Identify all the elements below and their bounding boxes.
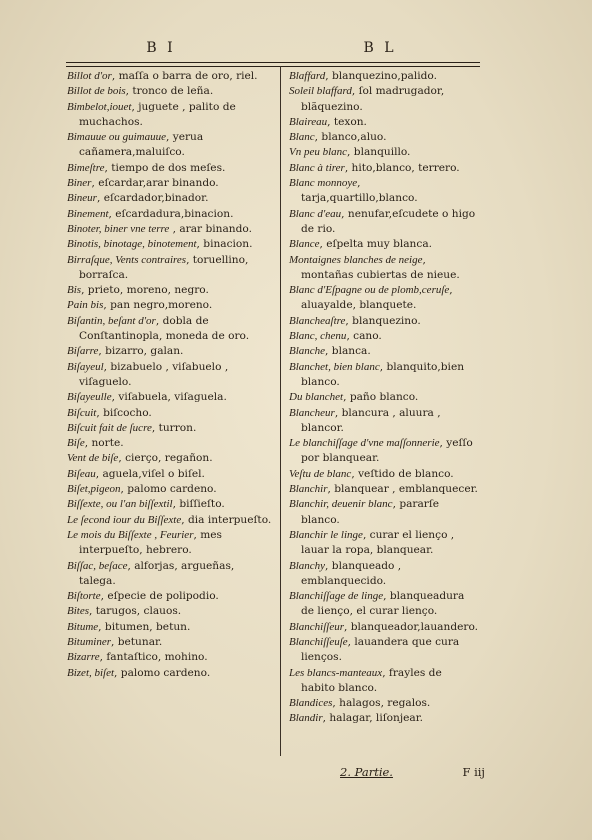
entry-definition: , aguela,viſel o biſel. — [95, 467, 205, 480]
entry-headword: Blanc à tirer — [289, 161, 345, 174]
dictionary-entry — [289, 711, 479, 726]
entry-definition: , yerua cañamera,maluiſco. — [79, 131, 204, 159]
entry-headword: Biſcuit — [67, 406, 97, 419]
entry-headword: Biſſac, beſace — [67, 559, 128, 572]
dictionary-entry — [289, 467, 479, 482]
entry-headword: Biſtorte — [67, 590, 101, 603]
entry-headword: Biſe — [67, 437, 85, 450]
entry-headword: Bis — [67, 284, 82, 297]
entry-definition: , turron. — [151, 421, 197, 434]
entry-headword: Biſarre — [67, 345, 99, 358]
dictionary-entry — [289, 360, 479, 391]
entry-definition: , prieto, moreno, negro. — [81, 284, 209, 297]
entry-definition: , tronco de leña. — [125, 85, 214, 98]
dictionary-entry — [67, 191, 273, 206]
entry-headword: Binotis, binotage, binotement — [67, 238, 197, 251]
entry-definition: , cano. — [346, 330, 382, 343]
dictionary-entry — [67, 513, 273, 528]
entry-headword: Blandir — [289, 712, 323, 725]
dictionary-entry — [289, 666, 479, 697]
dictionary-entry — [67, 314, 273, 345]
dictionary-entry — [289, 283, 479, 314]
entry-definition: , yeſſo por blanquear. — [301, 437, 473, 465]
entry-definition: , blanquear , emblanquecer. — [327, 483, 478, 496]
entry-definition: , blanquezino,palido. — [325, 70, 437, 82]
dictionary-entry — [289, 176, 479, 207]
entry-definition: , blancura , aluura , blancor. — [301, 406, 441, 434]
header-rule-thin — [66, 66, 480, 67]
column-divider — [280, 66, 281, 756]
entry-headword: Biſſexte, ou l'an biſſextil — [67, 498, 173, 511]
dictionary-entry — [67, 559, 273, 590]
dictionary-entry — [67, 100, 273, 131]
entry-definition: , aluayalde, blanquete. — [301, 284, 453, 312]
entry-headword: Bizarre — [67, 651, 100, 664]
entry-headword: Biſeau — [67, 467, 96, 480]
dictionary-entry — [67, 283, 273, 298]
entry-definition: , maſſa o barra de oro, riel. — [111, 70, 258, 82]
dictionary-entry — [289, 390, 479, 405]
entry-headword: Blaffard — [289, 70, 326, 82]
entry-headword: Le ſecond iour du Biſſexte — [67, 513, 182, 526]
dictionary-entry — [289, 207, 479, 238]
entry-headword: Blaireau — [289, 115, 328, 128]
entry-headword: Biſantin, beſant d'or — [67, 314, 156, 327]
entry-definition: , biſſieſto. — [172, 498, 225, 511]
entry-definition: , fantaſtico, mohino. — [99, 651, 208, 664]
entry-headword: Blanchiſſeur — [289, 620, 344, 633]
dictionary-entry — [289, 161, 479, 176]
entry-headword: Blancheaſtre — [289, 314, 346, 327]
dictionary-entry — [67, 650, 273, 665]
dictionary-entry — [67, 176, 273, 191]
dictionary-entry — [289, 436, 479, 467]
entry-definition: , binacion. — [196, 238, 253, 251]
header-left: B I — [146, 40, 176, 56]
dictionary-entry — [289, 344, 479, 359]
entry-definition: , betunar. — [111, 635, 163, 648]
entry-definition: , montañas cubiertas de nieue. — [301, 253, 460, 281]
entry-headword: Binoter, biner vne terre — [67, 222, 170, 235]
entry-definition: , bizarro, galan. — [98, 345, 184, 358]
entry-headword: Soleil blaffard — [289, 85, 352, 98]
entry-definition: , veſtido de blanco. — [351, 467, 454, 480]
dictionary-entry — [67, 69, 273, 84]
dictionary-entry — [289, 528, 479, 559]
dictionary-entry — [67, 451, 273, 466]
entry-headword: Veſtu de blanc — [289, 467, 352, 480]
dictionary-entry — [289, 253, 479, 284]
entry-headword: Le mois du Biſſexte , Feurier — [67, 528, 194, 541]
entry-definition: , dia interpueſto. — [181, 513, 272, 526]
entry-headword: Blanchy — [289, 559, 326, 572]
dictionary-entry — [67, 253, 273, 284]
dictionary-entry — [67, 436, 273, 451]
dictionary-entry — [67, 207, 273, 222]
dictionary-entry — [67, 298, 273, 313]
entry-definition: , blanqueador,lauandero. — [344, 620, 478, 633]
entry-headword: Biſayeulle — [67, 391, 112, 404]
entry-headword: Biſet,pigeon — [67, 483, 121, 496]
dictionary-entry — [67, 467, 273, 482]
entry-headword: Biſayeul — [67, 360, 104, 373]
dictionary-entry — [289, 497, 479, 528]
entry-headword: Billot d'or — [67, 70, 112, 82]
entry-definition: , cierço, regañon. — [118, 452, 213, 465]
dictionary-entry — [67, 237, 273, 252]
dictionary-entry — [289, 145, 479, 160]
entry-definition: , toruellino, borraſca. — [79, 253, 249, 281]
dictionary-entry — [67, 360, 273, 391]
entry-headword: Pain bis — [67, 299, 104, 312]
entry-headword: Blanc d'eau — [289, 207, 342, 220]
entry-headword: Binement — [67, 207, 109, 220]
entry-definition: , eſcardador,binador. — [96, 192, 209, 205]
dictionary-entry — [67, 528, 273, 559]
entry-definition: , pararſe blanco. — [301, 498, 440, 526]
dictionary-entry — [67, 666, 273, 681]
dictionary-entry — [289, 620, 479, 635]
entry-headword: Bizet, biſet — [67, 666, 115, 679]
dictionary-entry — [289, 559, 479, 590]
dictionary-entry — [289, 589, 479, 620]
entry-definition: , eſcardadura,binacion. — [108, 207, 234, 220]
entry-definition: , alforjas, argueñas, talega. — [79, 559, 235, 587]
entry-headword: Blanchir, deuenir blanc — [289, 498, 393, 511]
entry-headword: Blanc — [289, 131, 315, 144]
entry-definition: , texon. — [327, 115, 367, 128]
entry-headword: Blanchiſſage de linge — [289, 590, 384, 603]
entry-definition: , mes interpueſto, hebrero. — [79, 528, 222, 557]
entry-headword: Bimauue ou guimauue — [67, 131, 166, 144]
entry-definition: , blanco,aluo. — [314, 131, 387, 144]
header-rule — [66, 62, 480, 63]
entry-headword: Blanchir — [289, 483, 328, 496]
entry-headword: Blanche — [289, 345, 326, 358]
entry-definition: , eſpelta muy blanca. — [319, 238, 432, 251]
running-header — [66, 40, 480, 60]
dictionary-entry — [67, 589, 273, 604]
dictionary-entry — [67, 482, 273, 497]
dictionary-entry — [67, 604, 273, 619]
dictionary-entry — [67, 421, 273, 436]
right-column — [289, 69, 479, 727]
dictionary-entry — [67, 406, 273, 421]
entry-definition: , tiempo de dos meſes. — [104, 161, 226, 174]
entry-definition: , halagos, regalos. — [332, 697, 431, 710]
dictionary-entry — [67, 635, 273, 650]
entry-definition: , palomo cardeno. — [114, 666, 211, 679]
entry-definition: , blanqueadura de lienço, el curar lienço. — [301, 590, 465, 618]
entry-definition: , blanquezino. — [345, 314, 421, 327]
entry-definition: , blanquillo. — [347, 146, 411, 159]
dictionary-entry — [289, 84, 479, 115]
entry-definition: , tarugos, clauos. — [89, 605, 182, 618]
entry-headword: Le blanchiſſage d'vne maſſonnerie — [289, 437, 440, 450]
entry-definition: , bizabuelo , viſabuelo , viſaguelo. — [79, 360, 229, 388]
entry-definition: , blanquito,bien blanco. — [301, 360, 465, 388]
entry-definition: , blanca. — [325, 345, 371, 358]
entry-definition: , curar el lienço , lauar la ropa, blanquear. — [301, 528, 455, 557]
entry-definition: , hito,blanco, terrero. — [344, 161, 460, 174]
folio-mark: F iij — [462, 765, 485, 779]
dictionary-entry — [289, 314, 479, 329]
entry-headword: Montaignes blanches de neige — [289, 253, 423, 266]
entry-headword: Du blanchet — [289, 391, 344, 404]
dictionary-entry — [289, 635, 479, 666]
dictionary-entry — [289, 130, 479, 145]
entry-definition: , juguete , palito de muchachos. — [79, 100, 236, 128]
entry-definition: , eſpecie de polipodio. — [100, 590, 219, 603]
entry-definition: , nenufar,eſcudete o higo de rio. — [301, 207, 476, 235]
entry-definition: , ſol madrugador, blãquezino. — [301, 85, 445, 113]
entry-headword: Biner — [67, 177, 92, 190]
entry-headword: Blanc monnoye — [289, 177, 358, 190]
entry-headword: Blanchet, bien blanc — [289, 360, 380, 373]
dictionary-entry — [289, 69, 479, 84]
entry-headword: Biſcuit fait de ſucre — [67, 421, 152, 434]
entry-headword: Blancheur — [289, 406, 335, 419]
entry-headword: Blanchiſſeuſe — [289, 635, 348, 648]
entry-definition: , dobla de Conſtantinopla, moneda de oro. — [79, 314, 250, 343]
dictionary-entry — [289, 406, 479, 437]
dictionary-entry — [289, 237, 479, 252]
entry-headword: Vn peu blanc — [289, 146, 348, 159]
entry-definition: , norte. — [84, 437, 124, 450]
entry-headword: Les blancs-manteaux — [289, 666, 383, 679]
entry-definition: , biſcocho. — [96, 406, 152, 419]
entry-definition: , blanqueado , emblanquecido. — [301, 559, 402, 587]
entry-headword: Blandices — [289, 697, 333, 710]
entry-headword: Blance — [289, 238, 320, 251]
dictionary-entry — [289, 329, 479, 344]
dictionary-entry — [67, 497, 273, 512]
entry-definition: , paño blanco. — [343, 391, 419, 404]
entry-definition: , viſabuela, viſaguela. — [111, 391, 227, 404]
entry-definition: , lauandera que cura lienços. — [301, 635, 460, 664]
dictionary-entry — [67, 161, 273, 176]
entry-headword: Bites — [67, 605, 89, 618]
entry-headword: Bineur — [67, 192, 97, 205]
entry-headword: Vent de biſe — [67, 452, 119, 465]
dictionary-entry — [289, 696, 479, 711]
dictionary-entry — [67, 344, 273, 359]
dictionary-entry — [67, 390, 273, 405]
dictionary-entry — [67, 620, 273, 635]
left-column — [67, 69, 273, 681]
dictionary-entry — [67, 222, 273, 237]
dictionary-entry — [67, 130, 273, 161]
entry-definition: , halagar, liſonjear. — [322, 712, 423, 725]
entry-headword: Blanchir le linge — [289, 528, 363, 541]
dictionary-entry — [289, 482, 479, 497]
entry-definition: , pan negro,moreno. — [103, 299, 213, 312]
dictionary-entry — [289, 115, 479, 130]
entry-headword: Bimeſtre — [67, 161, 105, 174]
entry-definition: , frayles de habito blanco. — [301, 666, 442, 694]
entry-headword: Bitume — [67, 620, 99, 633]
entry-headword: Birraſque, Vents contraires — [67, 253, 187, 266]
entry-definition: , bitumen, betun. — [98, 620, 191, 633]
entry-definition: , eſcardar,arar binando. — [91, 177, 219, 190]
entry-definition: , arar binando. — [169, 222, 252, 235]
entry-definition: , palomo cardeno. — [120, 483, 217, 496]
entry-headword: Bituminer — [67, 635, 111, 648]
entry-headword: Blanc, chenu — [289, 330, 347, 343]
dictionary-entry — [67, 84, 273, 99]
signature-mark: 2. Partie. — [340, 765, 393, 779]
header-right: B L — [363, 40, 397, 56]
entry-definition: , tarja,quartillo,blanco. — [301, 177, 418, 205]
entry-headword: Blanc d'Eſpagne ou de plomb,ceruſe — [289, 284, 450, 297]
entry-headword: Bimbelot,iouet — [67, 100, 132, 113]
entry-headword: Billot de bois — [67, 85, 126, 98]
